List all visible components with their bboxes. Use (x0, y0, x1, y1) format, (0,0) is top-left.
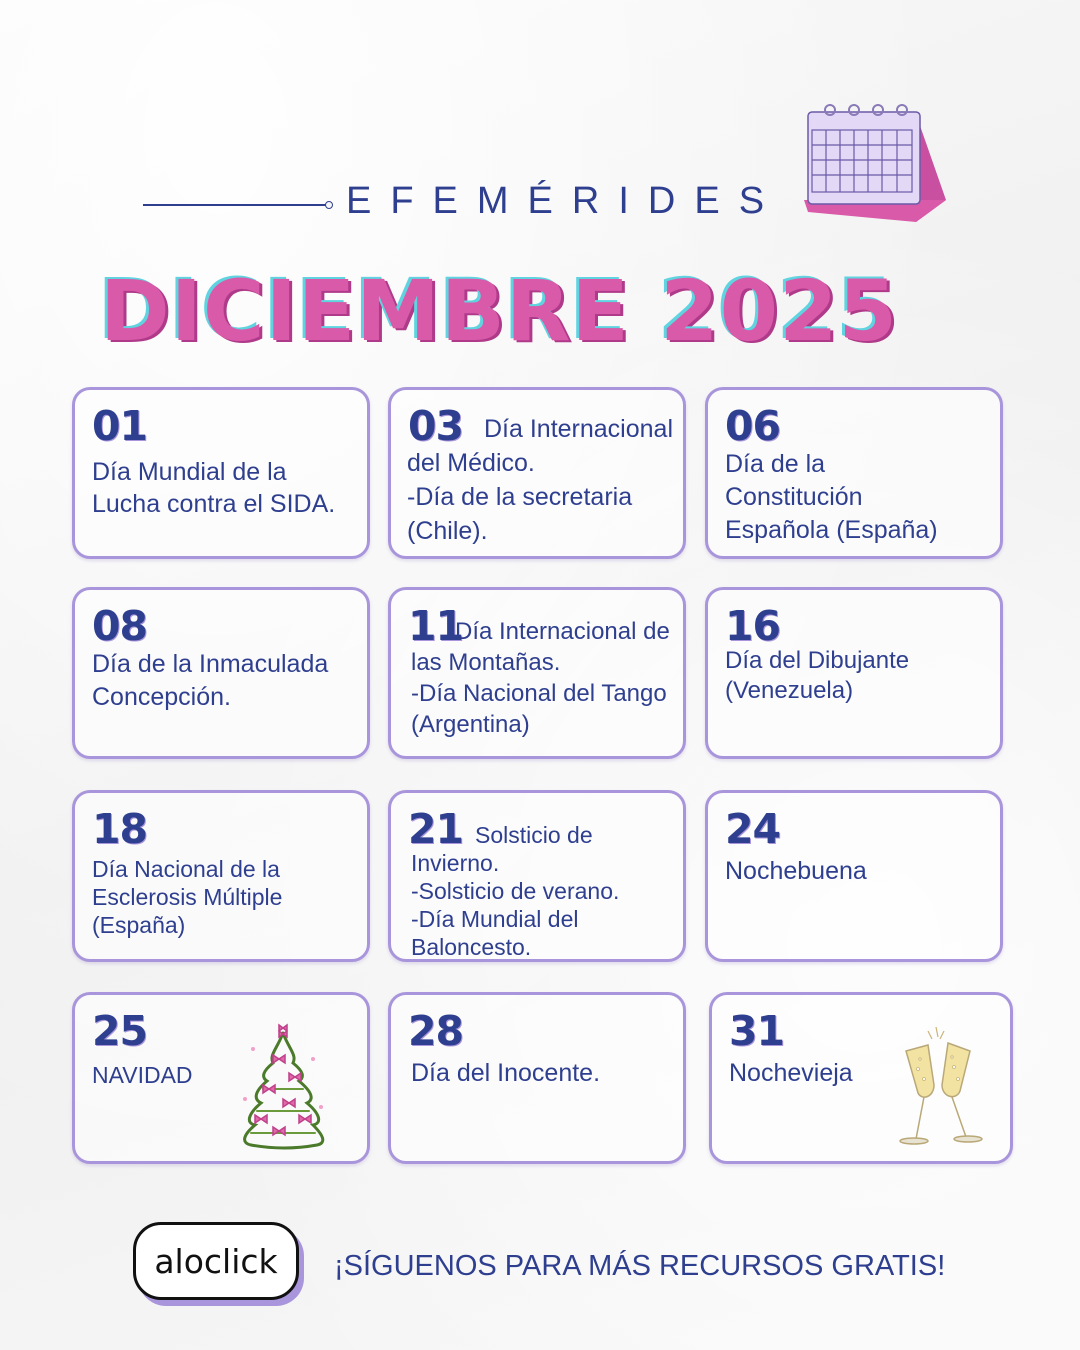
header-divider-line (143, 204, 329, 206)
card-day-number: 16 (725, 602, 781, 650)
card-day-06 (705, 387, 1003, 559)
card-day-number: 01 (92, 402, 148, 450)
card-day-text: NAVIDAD (92, 1062, 193, 1088)
card-day-25 (72, 992, 370, 1164)
card-day-text: Día Mundial de la Lucha contra el SIDA. (92, 458, 336, 518)
card-day-number: 24 (725, 805, 781, 853)
desk-calendar-icon (800, 100, 950, 230)
card-day-number: 03 (408, 402, 464, 450)
card-day-31 (709, 992, 1013, 1164)
card-day-11 (388, 587, 686, 759)
card-day-number: 31 (729, 1007, 785, 1055)
card-day-18 (72, 790, 370, 962)
card-day-number: 25 (92, 1007, 148, 1055)
card-day-text: Nochevieja (729, 1059, 853, 1087)
card-day-text: Solsticio de Invierno. -Solsticio de verano. -Día Mundial del Baloncesto. (411, 822, 620, 960)
page-subtitle: EFEMÉRIDES (346, 180, 784, 222)
card-day-text: Día del Dibujante (Venezuela) (725, 647, 910, 704)
card-day-03 (388, 387, 686, 559)
page-title: DICIEMBRE 2025 (100, 262, 898, 360)
card-day-text: Día de la Inmaculada Concepción. (92, 650, 329, 711)
card-day-number: 21 (408, 805, 464, 853)
card-day-24 (705, 790, 1003, 962)
card-day-text: Día de la Constitución Española (España) (725, 450, 938, 544)
card-day-21 (388, 790, 686, 962)
card-day-01 (72, 387, 370, 559)
card-day-text: Día Internacional del Médico. -Día de la secretaria (Chile). (407, 415, 674, 545)
card-day-text: Día Nacional de la Esclerosis Múltiple (España) (92, 856, 283, 938)
card-day-28 (388, 992, 686, 1164)
champagne-glasses-icon (878, 1021, 998, 1161)
card-day-text: Día del Inocente. (411, 1059, 601, 1087)
card-day-text: Día Internacional de las Montañas. -Día Nacional del Tango (Argentina) (411, 618, 670, 738)
card-day-16 (705, 587, 1003, 759)
christmas-tree-icon (233, 1019, 333, 1159)
aloclick-logo[interactable]: aloclick (133, 1222, 299, 1300)
card-day-text: Nochebuena (725, 857, 867, 885)
card-day-number: 28 (408, 1007, 464, 1055)
card-day-08 (72, 587, 370, 759)
card-day-number: 06 (725, 402, 781, 450)
footer-cta: ¡SÍGUENOS PARA MÁS RECURSOS GRATIS! (334, 1250, 946, 1282)
card-day-number: 08 (92, 602, 148, 650)
card-day-number: 11 (408, 602, 464, 650)
card-day-number: 18 (92, 805, 148, 853)
